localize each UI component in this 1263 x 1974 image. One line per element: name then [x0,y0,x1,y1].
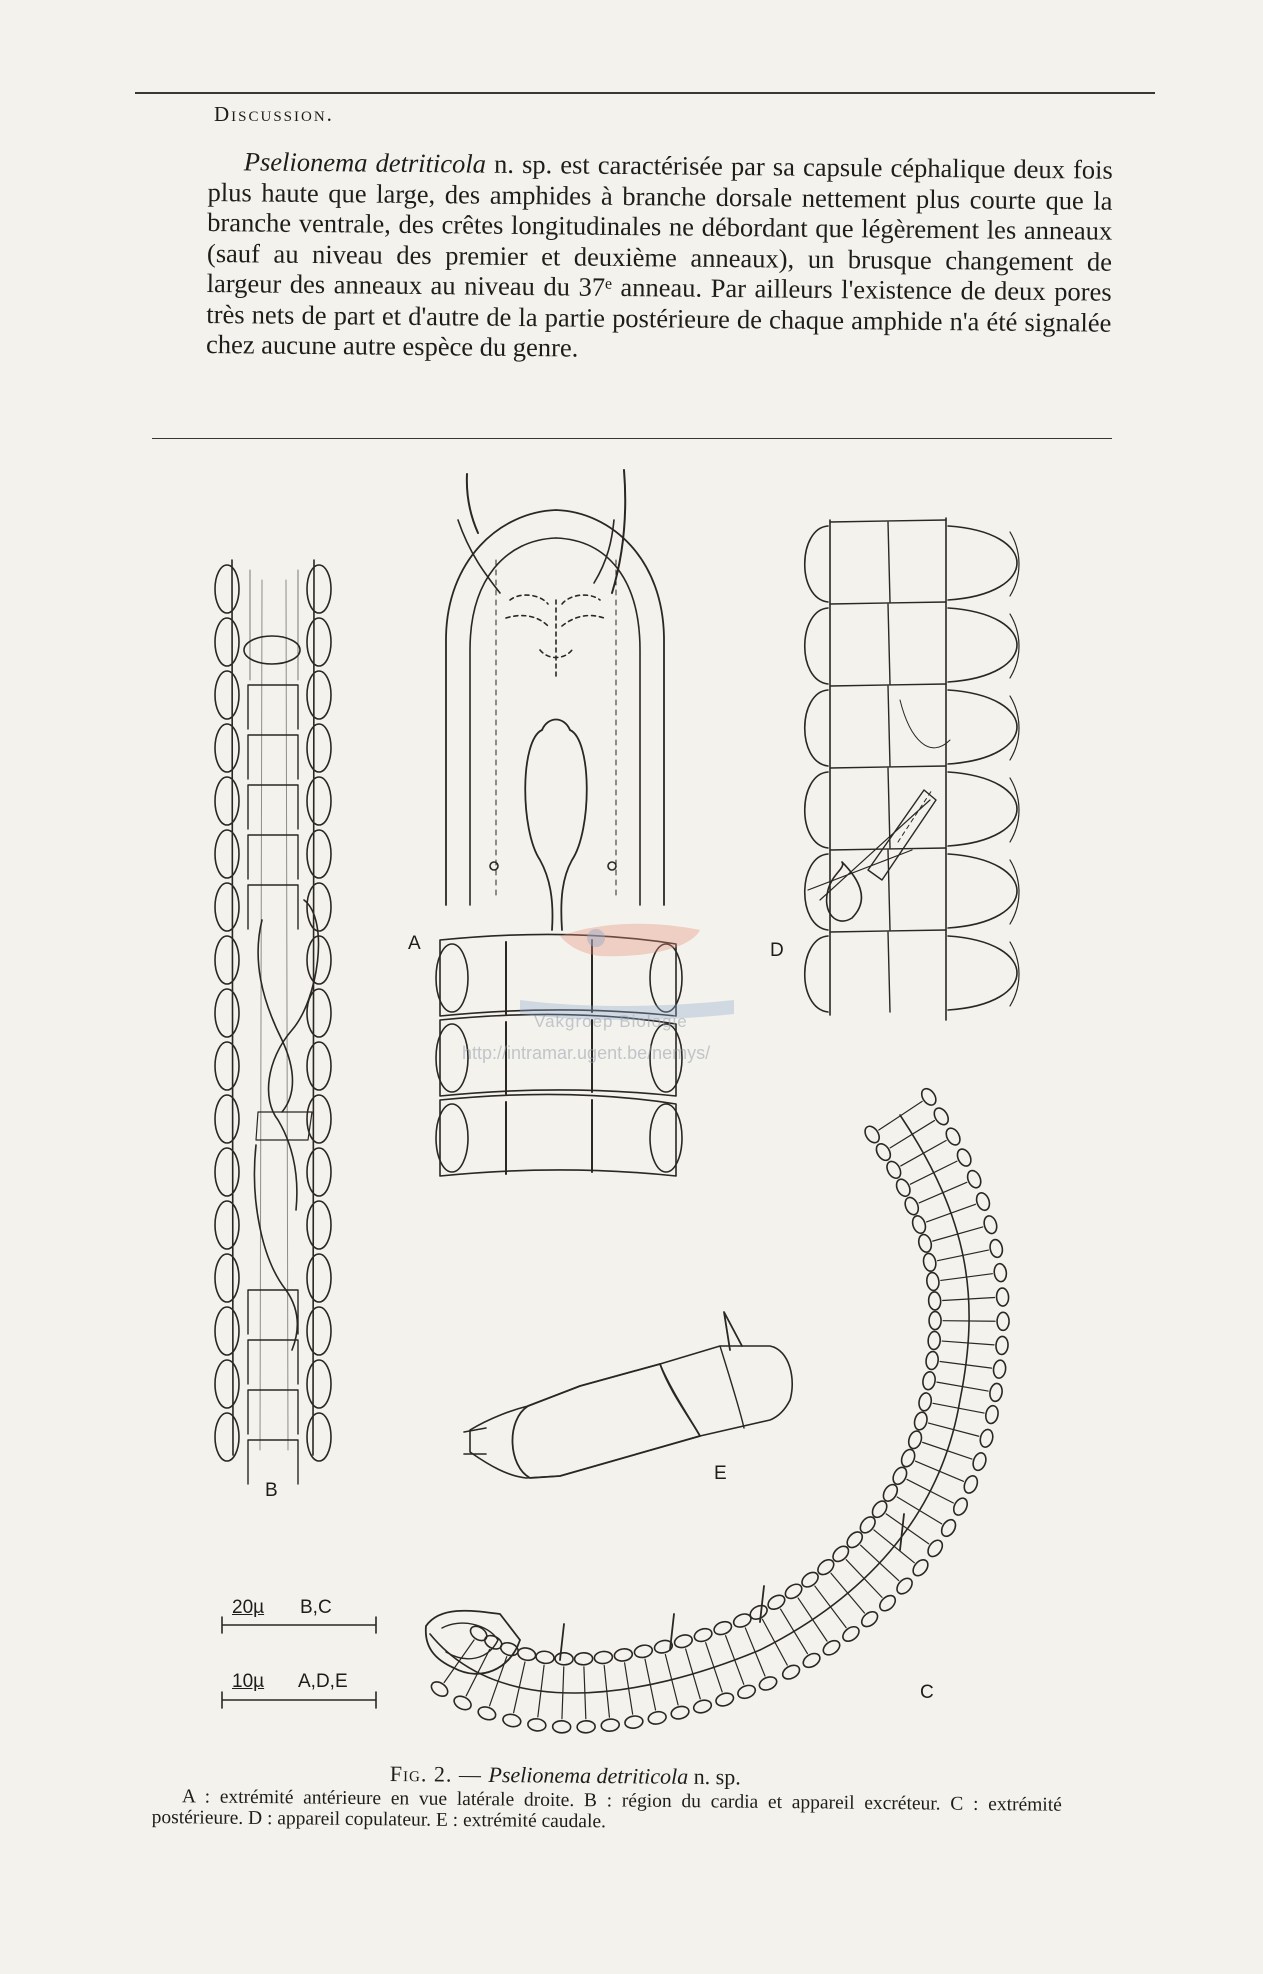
annulus-lobe [821,1638,843,1658]
annulus-lobe [452,1694,473,1713]
annulus-lobe [766,1592,788,1612]
watermark-logo [520,924,734,1020]
annulus-lobe [577,1720,595,1733]
annulus-lobe [805,608,828,684]
annulus-lobe [939,1517,959,1539]
annulus-lobe [215,1307,239,1355]
annulus-lobe [535,1650,554,1664]
annulus-lobe [215,883,239,931]
panel-b-left-annuli [215,565,239,1461]
annulus-lobe [928,1292,941,1311]
annulus-lobe [673,1633,694,1650]
annulus [444,1640,474,1683]
annulus [686,1649,701,1699]
annulus-lobe [978,1428,994,1448]
annulus [514,1662,525,1713]
annulus-lobe [859,1609,880,1630]
annulus [933,1227,983,1241]
figure-caption-species-suffix: n. sp. [688,1763,741,1790]
annulus-lobe [910,1557,931,1579]
panel-b-right-annuli [307,565,331,1461]
annulus [879,1101,922,1130]
annulus-lobe [925,1538,945,1560]
figure-caption-species: Pselionema detriticola [488,1761,689,1789]
annulus-crest [506,1100,592,1174]
ring-cell [248,785,298,829]
annulus-lobe [307,1042,331,1090]
annulus [943,1321,995,1322]
annulus-lobe [307,1148,331,1196]
annulus-lobe [307,1201,331,1249]
annulus-lobe [948,526,1017,600]
annulus [861,1545,899,1580]
annulus-lobe [502,1713,522,1729]
annulus [901,1140,946,1165]
annulus-lobe [993,1263,1007,1282]
annulus-lobe [670,1705,690,1721]
annulus-lobe [601,1718,620,1732]
section-heading: Discussion. [214,102,334,126]
annulus [874,1530,914,1563]
annulus-lobe [948,854,1017,928]
annulus-lobe [307,565,331,613]
annulus [890,1121,934,1148]
annulus-lobe [215,1254,239,1302]
drawing-panel-e [464,1312,792,1478]
panel-label-d: D [770,940,784,961]
annulus-lobe [215,1360,239,1408]
annulus-lobe [215,989,239,1037]
annulus-lobe [943,1126,962,1148]
scale-bar-20-panels: B,C [300,1597,332,1618]
annulus-lobe [862,1124,882,1146]
annulus-lobe [874,1141,894,1163]
annulus-lobe [965,1169,983,1190]
annulus-lobe [974,1191,991,1212]
annulus-lobe [805,936,828,1012]
annulus-lobe [996,1288,1009,1307]
annulus [440,1094,676,1176]
panel-label-c: C [920,1682,934,1703]
figure-caption-text: A : extrémité antérieure en vue latérale droite. B : région du cardia et appareil excréteur. C : extrémité postérieure. D : appareil copulateur. E : extrémité caudale. [151,1786,1062,1833]
annulus-lobe [948,608,1017,682]
annulus-lobe [650,944,682,1012]
annulus-lobe [555,1653,573,1666]
annulus-lobe [903,1195,921,1216]
annulus-lobe [614,1648,634,1663]
annulus-lobe [307,1307,331,1355]
annulus-lobe [215,1148,239,1196]
drawing-panel-b [215,560,331,1484]
annulus [919,1182,967,1203]
annulus [923,1442,972,1459]
seta [900,1514,904,1550]
annulus-lobe [215,777,239,825]
annulus [830,684,946,766]
annulus-lobe [783,1581,805,1601]
annulus-lobe [931,1106,951,1128]
annulus-lobe [215,830,239,878]
annulus-lobe [917,1233,933,1254]
figure-caption-title [390,1761,741,1790]
annulus-lobe [527,1718,546,1732]
annulus-lobe [215,671,239,719]
annulus-lobe [307,724,331,772]
annulus-lobe [215,724,239,772]
annulus-lobe [922,1252,937,1272]
panel-d-annuli [830,520,946,1012]
annulus-lobe [805,526,828,602]
annulus-lobe [594,1651,613,1665]
panel-b-ring-cells [248,685,298,1484]
figure-caption-body [152,1786,1062,1837]
annulus-lobe [633,1644,653,1659]
ring-cell [248,685,298,729]
annulus-lobe [948,936,1017,1010]
annulus-lobe [948,772,1017,846]
annulus-crest [506,940,592,1014]
ring-cell [248,735,298,779]
annulus [830,520,946,602]
annulus-lobe [982,1214,998,1235]
watermark-url: http://intramar.ugent.be/nemys/ [462,1043,711,1063]
annulus [726,1636,744,1685]
drawing-panel-a [436,470,682,1176]
annulus-lobe [307,671,331,719]
annulus-lobe [307,618,331,666]
annulus [830,930,946,1012]
annulus-lobe [971,1451,988,1472]
scale-bars [222,1617,376,1708]
annulus-lobe [910,1214,927,1235]
annulus-lobe [647,1710,667,1725]
annulus-lobe [552,1720,570,1733]
scale-bar-10-value: 10µ [232,1671,265,1692]
panel-d-right-lobes [948,526,1019,1010]
annulus-lobe [801,1651,823,1671]
annulus-lobe [624,1715,644,1730]
annulus-lobe [951,1496,970,1517]
annulus [907,1479,953,1503]
annulus-lobe [757,1674,778,1692]
annulus-lobe [736,1683,757,1701]
panel-label-b: B [265,1480,278,1501]
discussion-text: n. sp. est caractérisée par sa capsule céphalique deux fois plus haute que large, des amphides à branche dorsale nettement plus courte que la branche ventrale, des crêtes longitudinales ne débordant que légèrement les anneaux (sauf au niveau des premier et deuxième anneaux), un brusque changement de largeur des anneaux au niveau du 37ᵉ anneau. Par ailleurs l'existence de deux pores très nets de part et d'autre de la partie postérieure de chaque amphide n'a été signalée chez aucune autre espèce du genre. [205,148,1113,363]
annulus [928,1423,978,1436]
annulus-lobe [429,1679,451,1699]
annulus-lobe [918,1392,933,1412]
annulus-lobe [517,1646,537,1662]
annulus-lobe [476,1705,497,1722]
annulus-lobe [805,854,828,930]
annulus-lobe [989,1383,1004,1403]
ring-cell [248,885,298,929]
annulus-lobe [962,1474,980,1495]
annulus-lobe [307,830,331,878]
annulus [916,1461,964,1481]
species-name: Pselionema detriticola [243,146,487,179]
ring-cell [248,835,298,879]
annulus-lobe [948,690,1017,764]
annulus-lobe [899,1447,917,1468]
annulus [706,1643,723,1692]
annulus [910,1161,957,1184]
annulus [830,848,946,930]
watermark-logo-text: Vakgroep Biologie [534,1012,688,1031]
annulus-lobe [215,1095,239,1143]
annulus [762,1619,787,1665]
annulus-lobe [215,936,239,984]
annulus-lobe [984,1405,999,1425]
ring-cell [248,1340,298,1384]
annulus [830,602,946,684]
annulus [798,1598,827,1641]
annulus-lobe [840,1624,862,1644]
annulus-lobe [989,1238,1004,1258]
annulus-lobe [215,1201,239,1249]
annulus [665,1654,678,1704]
annulus-lobe [780,1663,802,1682]
panel-label-a: A [408,933,421,954]
annulus-lobe [884,1159,903,1181]
scale-bar-10-panels: A,D,E [298,1671,348,1692]
annulus-lobe [693,1627,714,1644]
annulus [831,1573,865,1613]
annulus-lobe [712,1619,733,1637]
figure-label: Fig. 2. — [389,1761,489,1787]
ring-cell [248,1440,298,1484]
drawing-panel-d [805,518,1019,1020]
annulus-lobe [307,1254,331,1302]
annulus-lobe [955,1147,974,1168]
panel-label-e: E [714,1463,727,1484]
annulus-lobe [799,1569,821,1589]
annulus-lobe [692,1698,713,1715]
annulus-lobe [928,1331,941,1350]
annulus [886,1514,928,1544]
annulus-lobe [919,1086,939,1108]
annulus-lobe [894,1177,913,1198]
seta [560,1624,564,1660]
annulus-lobe [650,1104,682,1172]
annulus [815,1586,846,1628]
annulus-lobe [925,1351,939,1370]
annulus-lobe [307,1413,331,1461]
annulus-lobe [929,1312,941,1330]
annulus [745,1628,765,1676]
annulus-lobe [574,1653,592,1666]
panel-d-left-lobes [805,526,828,1012]
scale-bar-20-value: 20µ [232,1597,265,1618]
annulus-lobe [913,1411,929,1431]
annulus-lobe [215,565,239,613]
annulus-lobe [307,777,331,825]
annulus-lobe [307,1360,331,1408]
annulus-lobe [805,690,828,766]
annulus-lobe [907,1429,924,1450]
ring-cell [248,1390,298,1434]
annulus-lobe [997,1312,1009,1330]
annulus-lobe [215,1042,239,1090]
annulus-lobe [805,772,828,848]
annulus-lobe [922,1371,937,1391]
annulus-lobe [714,1691,735,1708]
annulus-lobe [995,1336,1008,1355]
annulus-lobe [926,1272,940,1291]
annulus [830,766,946,848]
annulus-lobe [992,1359,1006,1378]
annulus [781,1609,808,1654]
annulus [927,1204,976,1222]
annulus-lobe [890,1465,909,1486]
annulus-lobe [215,1413,239,1461]
annulus-lobe [215,618,239,666]
